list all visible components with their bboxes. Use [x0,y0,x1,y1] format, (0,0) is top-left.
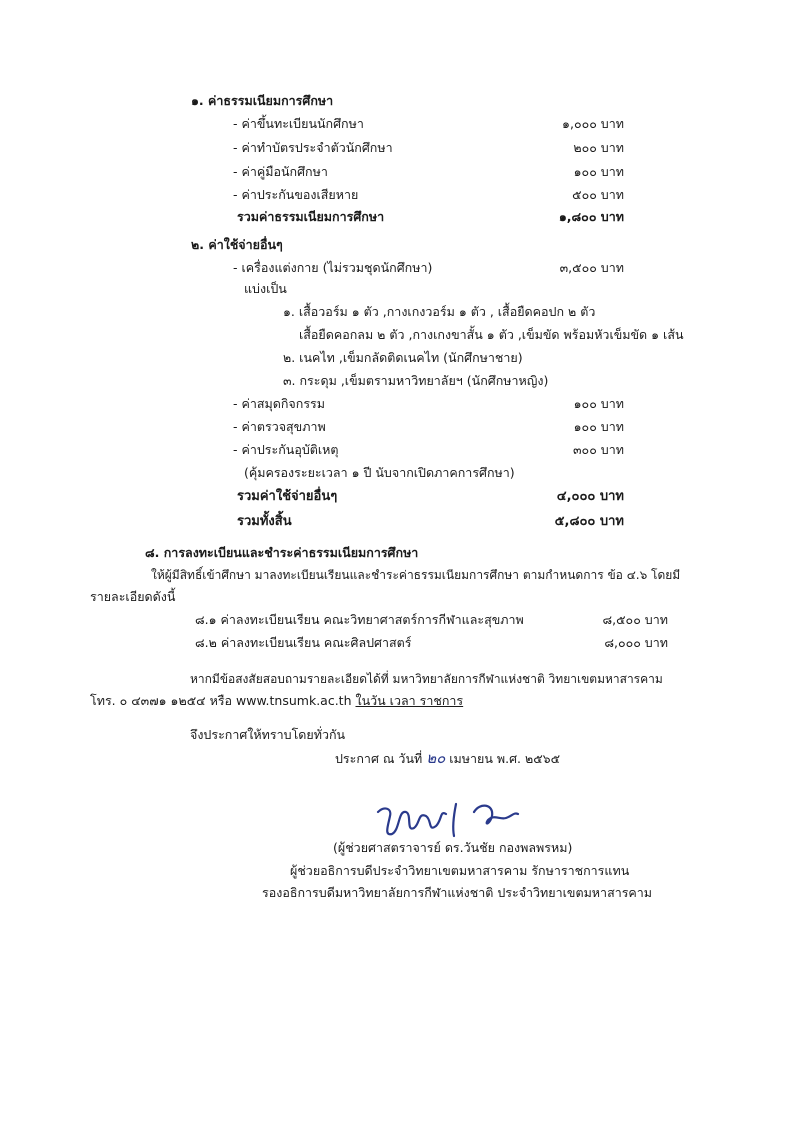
registration-item-amount: ๘,๐๐๐ บาท [604,635,668,650]
uniform-sub-item: ๓. กระดุม ,เข็มตรามหาวิทยาลัยฯ (นักศึกษาหญิง) [283,373,549,388]
insurance-note: (คุ้มครองระยะเวลา ๑ ปี นับจากเปิดภาคการศึกษา) [244,465,515,480]
uniform-label: - เครื่องแต่งกาย (ไม่รวมชุดนักศึกษา) [233,260,433,275]
date-suffix: เมษายน พ.ศ. ๒๕๖๕ [449,751,561,766]
registration-item-amount: ๘,๕๐๐ บาท [602,612,668,627]
other-item-amount: ๑๐๐ บาท [573,396,624,411]
fee-item-label: - ค่าทำบัตรประจำตัวนักศึกษา [233,140,393,155]
fee-item-label: - ค่าคู่มือนักศึกษา [233,164,328,179]
announce-date [335,749,560,768]
fees-heading: ๑. ค่าธรรมเนียมการศึกษา [191,93,334,108]
other-item-amount: ๑๐๐ บาท [573,419,624,434]
uniform-sub-item-cont: เสื้อยืดคอกลม ๒ ตัว ,กางเกงขาสั้น ๑ ตัว ,เข็มขัด พร้อมหัวเข็มขัด ๑ เส้น [299,327,684,342]
grand-total-amount: ๕,๘๐๐ บาท [554,514,624,529]
fee-item-label: - ค่าประกันของเสียหาย [233,187,359,202]
fees-total-amount: ๑,๘๐๐ บาท [558,209,624,224]
date-prefix: ประกาศ ณ วันที่ [335,751,423,766]
contact-office-hours: ในวัน เวลา ราชการ [355,693,464,708]
registration-paragraph-cont: รายละเอียดดังนี้ [90,589,176,604]
other-item-label: - ค่าสมุดกิจกรรม [233,396,325,411]
date-day-handwritten: ๒๐ [426,749,446,767]
uniform-sub-item: ๒. เนคไท ,เข็มกลัดติดเนคไท (นักศึกษาชาย) [283,350,523,365]
fee-item-label: - ค่าขึ้นทะเบียนนักศึกษา [233,116,364,131]
other-item-amount: ๓๐๐ บาท [573,442,624,457]
registration-item-label: ๘.๒ ค่าลงทะเบียนเรียน คณะศิลปศาสตร์ [195,635,412,650]
fee-item-amount: ๑๐๐ บาท [573,164,624,179]
signer-name: (ผู้ช่วยศาสตราจารย์ ดร.วันชัย กองพลพรหม) [333,840,573,855]
uniform-sub-item: ๑. เสื้อวอร์ม ๑ ตัว ,กางเกงวอร์ม ๑ ตัว , เสื้อยืดคอปก ๒ ตัว [283,304,596,319]
other-heading: ๒. ค่าใช้จ่ายอื่นๆ [191,237,283,252]
registration-heading: ๘. การลงทะเบียนและชำระค่าธรรมเนียมการศึกษา [145,545,419,560]
registration-item-label: ๘.๑ ค่าลงทะเบียนเรียน คณะวิทยาศาสตร์การกีฬาและสุขภาพ [195,612,524,627]
fee-item-amount: ๑,๐๐๐ บาท [562,116,624,131]
fees-total-label: รวมค่าธรรมเนียมการศึกษา [237,209,385,224]
other-item-label: - ค่าตรวจสุขภาพ [233,419,326,434]
other-total-amount: ๔,๐๐๐ บาท [556,489,624,504]
contact-line-2 [90,692,463,710]
contact-phone-web: โทร. ๐ ๔๓๗๑ ๑๒๕๔ หรือ www.tnsumk.ac.th [90,693,352,708]
announce-text: จึงประกาศให้ทราบโดยทั่วกัน [190,727,346,742]
contact-line: หากมีข้อสงสัยสอบถามรายละเอียดได้ที่ มหาวิทยาลัยการกีฬาแห่งชาติ วิทยาเขตมหาสารคาม [190,672,663,686]
other-total-label: รวมค่าใช้จ่ายอื่นๆ [237,489,338,504]
other-item-label: - ค่าประกันอุบัติเหตุ [233,442,339,457]
grand-total-label: รวมทั้งสิ้น [237,514,292,529]
fee-item-amount: ๕๐๐ บาท [572,187,624,202]
uniform-amount: ๓,๕๐๐ บาท [559,260,624,275]
fee-item-amount: ๒๐๐ บาท [573,140,624,155]
signer-position: ผู้ช่วยอธิการบดีประจำวิทยาเขตมหาสารคาม รักษาราชการแทน [290,863,630,878]
divided-label: แบ่งเป็น [244,281,287,296]
signer-position-2: รองอธิการบดีมหาวิทยาลัยการกีฬาแห่งชาติ ประจำวิทยาเขตมหาสารคาม [262,885,653,900]
registration-paragraph: ให้ผู้มีสิทธิ์เข้าศึกษา มาลงทะเบียนเรียนและชำระค่าธรรมเนียมการศึกษา ตามกำหนดการ ข้อ ๔.๖ โดยมี [151,568,681,582]
